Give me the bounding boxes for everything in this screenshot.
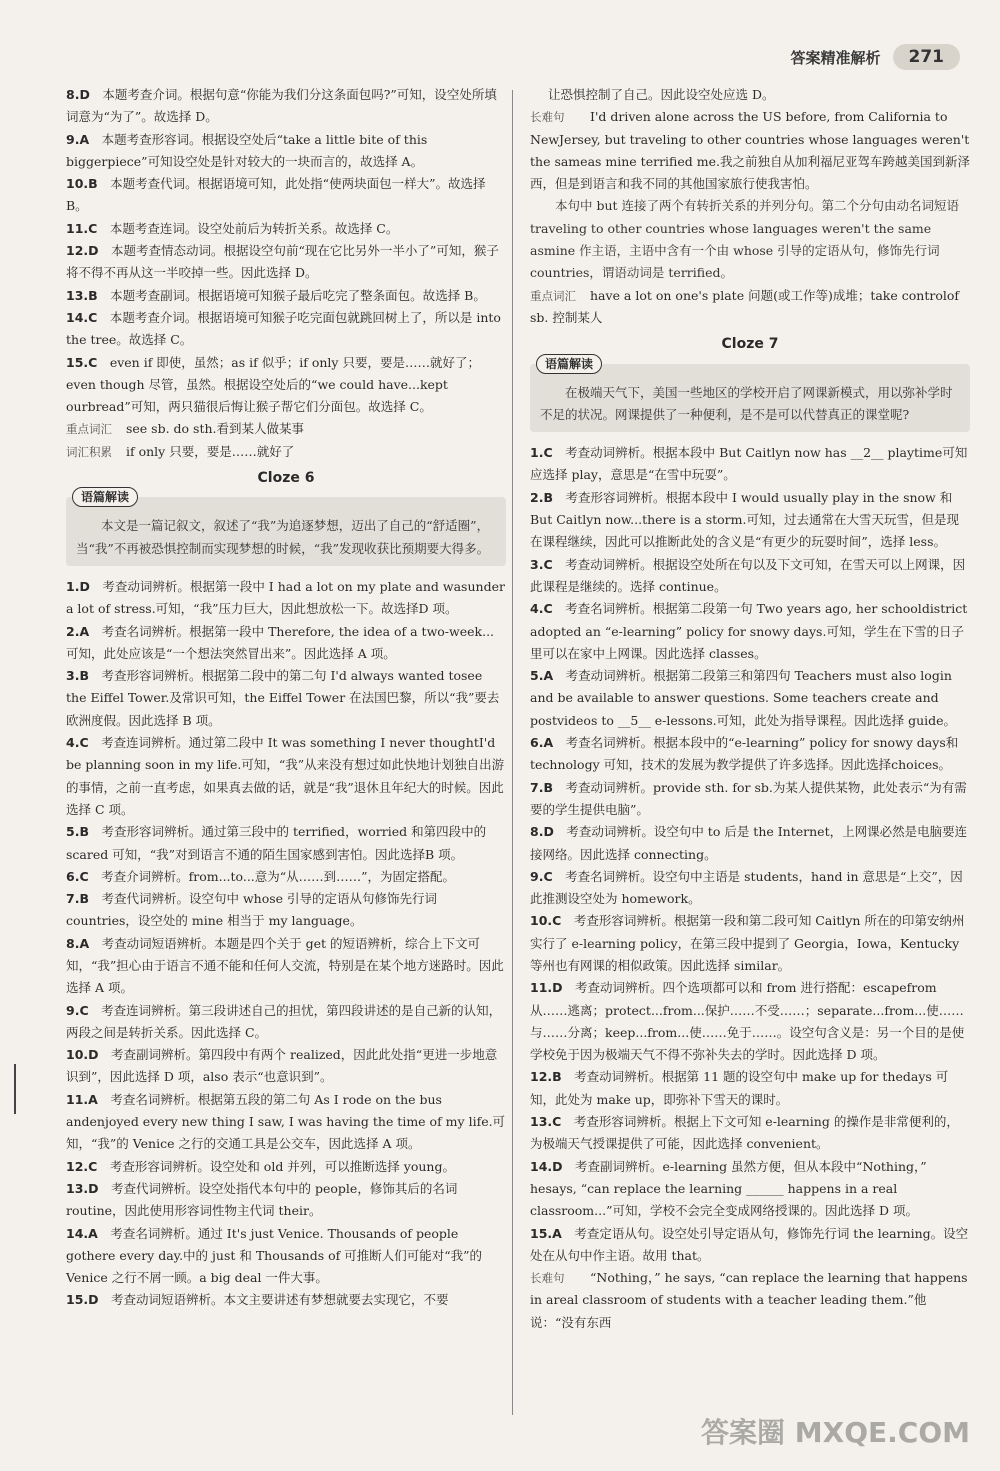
answer-number: 14.C (66, 309, 98, 325)
answer-number: 7.B (66, 891, 89, 907)
answer-explanation-line: 考查副词辨析。e-learning 虽然方便，但从本段中“Nothing，” he (530, 1158, 927, 1196)
answer-explanation-line: 故选择 B。 (66, 176, 486, 214)
answer-number: 9.C (530, 868, 553, 884)
answer-item (66, 821, 506, 866)
passage-line: 弥补学时不足的状况。网课提供了一种便利，是不是可以代替真正 (540, 384, 953, 422)
note-line: of sb. 控制某人 (530, 287, 960, 325)
answer-item (66, 1089, 506, 1156)
answer-explanation-line: 考查名词辨析。根据本段中的“e-learning” policy for snowy days (565, 735, 946, 751)
answer-explanation-line: 考查副词辨析。第四段中有两个 realized，因此此处指“更进一 (111, 1047, 460, 1063)
answer-item (66, 352, 506, 419)
note-tag: 重点词汇 (66, 422, 112, 437)
passage-line: 获比预期要大得多。 (376, 540, 490, 556)
header-title: 答案精准解析 (790, 48, 881, 67)
note-line: “Nothing，” he says, “can replace the learning that happens in a (530, 1270, 968, 1308)
margin-mark (14, 1064, 16, 1114)
vocab-note (530, 1267, 970, 1334)
answer-explanation-line: “为有需要的学生提供电脑”。 (530, 779, 967, 817)
answer-number: 1.D (66, 578, 90, 594)
vocab-note (66, 441, 506, 463)
answer-explanation-line: 考查连词辨析。通过第二段中 It was something I never thought (101, 735, 479, 751)
answer-item (66, 1178, 506, 1223)
text-line: 让恐惧控制了自己。因此设空处应选 D。 (548, 87, 775, 102)
answer-explanation-line: B 项。 (425, 846, 464, 862)
answer-explanation-line: videos to __5__ e-lessons.可知，此处为指导课程。因此选择 guide。 (556, 712, 957, 728)
answer-item (530, 554, 970, 599)
note-line: 但是到语言和我不同的其他国家旅行使我害怕。 (555, 176, 818, 192)
answer-explanation-line: routine，因此使用形容词性物主代词 their。 (66, 1203, 322, 1219)
answer-explanation-line: 考查形容词辨析。根据第一段和第二段可知 Caitlyn 所在的印 (573, 913, 915, 929)
answer-item (66, 866, 506, 888)
answer-number: 13.B (66, 287, 98, 303)
answer-explanation-line: 考查名词辨析。根据第二段第一句 Two years ago, her school (565, 601, 922, 617)
answer-number: 13.D (66, 1180, 99, 1196)
answer-item (530, 1156, 970, 1223)
passage-label: 语篇解读 (72, 487, 138, 507)
answer-explanation-line: 以是 into the tree。故选择 C。 (66, 309, 501, 348)
answer-item (530, 1223, 970, 1268)
answer-explanation-line: 考查动词辨析。provide sth. for sb.为某人提供某物，此处表示 (565, 779, 923, 795)
note-tag: 长难句 (530, 1271, 565, 1286)
answer-item (530, 821, 970, 866)
answer-explanation-line: 文可知，“我”担心由于语言不通不能和任何人交流，特别是在某个 (66, 935, 481, 973)
note-line: real classroom of students with a teacher leading them.”他说：“没有东西 (530, 1292, 927, 1330)
answer-item (66, 285, 506, 307)
answer-explanation-line: 划独自出游的事情，之前一直考虑，如果真去做的话，就是“我”退休 (66, 757, 505, 795)
answer-item (530, 910, 970, 977)
text-line: 名词短语 traveling to other countries whose languages weren't the same as (530, 198, 960, 259)
answer-number: 3.C (530, 556, 553, 572)
answer-explanation-line: 考查动词辨析。根据本段中 But Caitlyn now has __2__ playtime (565, 445, 943, 461)
right-column (530, 84, 970, 1334)
answer-explanation-line: 步地意识到”，因此选择 D 项，also 表示“也意识到”。 (66, 1047, 498, 1085)
answer-explanation-line: district adopted an “e-learning” policy for snowy days.可知，学生在下 (530, 601, 968, 639)
answer-explanation-line: enjoyed every new thing I saw, I was having the time of my life.可知， (66, 1114, 506, 1152)
answer-explanation-line: 考查动词辨析。设空句中 to 后是 the Internet，上网课必然是电脑 (566, 824, 943, 840)
answer-item (66, 218, 506, 240)
answer-number: 11.C (66, 220, 98, 236)
answer-explanation-line: under a lot of stress.可知，“我”压力巨大，因此想放松一下。故选择 (66, 578, 505, 617)
answer-explanation-line: 雪的日子里可以在家中上网课。因此选择 classes。 (530, 623, 964, 661)
answer-number: 12.D (66, 243, 99, 259)
passage-line: 的课堂呢? (852, 406, 910, 422)
section-title: Cloze 7 (721, 336, 779, 353)
answer-number: 4.C (530, 601, 553, 617)
answer-item (66, 84, 506, 129)
answer-item (530, 866, 970, 911)
answer-item (66, 888, 506, 933)
answer-explanation-line: bread”可知，两只猫很后悔让猴子帮它们分面包。故选择 C。 (87, 399, 432, 415)
note-line: as mine terrified me.我之前独自从加利福尼亚驾车跨越美国到新泽西， (530, 153, 970, 192)
answer-explanation-line: 地方迷路时。因此选择 A 项。 (66, 957, 504, 996)
answer-number: 10.D (66, 1047, 99, 1063)
answer-explanation-line: D 项。 (418, 601, 458, 617)
continued-text (530, 195, 970, 284)
answer-item (530, 598, 970, 665)
answer-number: 1.C (530, 445, 553, 461)
answer-number: 14.A (66, 1225, 98, 1241)
answer-item (66, 732, 506, 821)
answer-item (66, 665, 506, 732)
answer-explanation-line: 考查名词辨析。设空句中主语是 students，hand in 意思是“上 (565, 868, 919, 884)
vocab-note (530, 285, 970, 330)
answer-explanation-line: 本题考查介词。根据语境可知猴子吃完面包就跳回树上了，所 (109, 309, 448, 325)
answer-number: 15.A (530, 1225, 562, 1241)
answer-number: 14.D (530, 1158, 563, 1174)
answer-explanation-line: 考查介词辨析。from...to...意为“从……到……”，为固定搭配。 (101, 868, 456, 884)
answer-explanation-line: 考查动词辨析。根据第二段第三和第四句 Teachers must also log (565, 668, 940, 684)
answer-explanation-line: 考查动词辨析。四个选项都可以和 from 进行搭配：escape (575, 980, 907, 996)
answer-explanation-line: 现在课程继续，因此可以推断此处的含义是“有更少的玩耍时间”， (530, 512, 959, 550)
answer-item (530, 487, 970, 554)
answer-explanation-line: even though 尽管，虽然。根据设空处后的“we could have...kept our (66, 376, 448, 415)
answer-explanation-line: there every day.中的 just 和 Thousands of 可推断人们可能对“我”的 (81, 1247, 483, 1263)
answer-item (530, 977, 970, 1066)
column-divider (512, 90, 513, 1415)
section-title: Cloze 6 (257, 470, 315, 487)
note-tag: 重点词汇 (530, 288, 576, 303)
answer-explanation-line: 选择 B。 (435, 287, 486, 303)
answer-explanation-line: days 可知，此处为 make up，即弥补下雪天的课时。 (530, 1069, 949, 1107)
answer-item (66, 240, 506, 285)
watermark: 答案圈 MXQE.COM (701, 1416, 970, 1449)
answer-number: 6.C (66, 868, 89, 884)
answer-item (530, 665, 970, 732)
answer-explanation-line: countries，设空处的 mine 相当于 my language。 (66, 913, 363, 929)
answer-explanation-line: 考查定语从句。设空处引导定语从句，修饰先行词 the learning。 (574, 1225, 944, 1241)
answer-number: 8.D (530, 824, 554, 840)
answer-number: 9.C (66, 1002, 89, 1018)
answer-explanation-line: 可知应选择 play，意思是“在雪中玩耍”。 (530, 445, 968, 483)
answer-number: 9.A (66, 131, 90, 147)
answer-number: 8.A (66, 935, 90, 951)
answer-explanation-line: 新的认知，两段之间是转折关系。因此选择 C。 (66, 1002, 502, 1040)
passage-summary (540, 382, 960, 427)
answer-explanation-line: even if 即使，虽然；as if 似乎；if only 只要，要是……就好了； (109, 354, 480, 370)
answer-explanation-line: 和 technology 可知，技术的发展为教学提供了许多选择。因此选择 (530, 735, 959, 773)
answer-explanation-line: 空处所填词意为“为了”。故选择 D。 (66, 87, 497, 125)
answer-explanation-line: in and be available to answer questions. Some teachers create and post (530, 668, 952, 728)
answer-explanation-line: 可知，学校不会完全变成网络授课的。因此选择 D 项。 (612, 1203, 918, 1219)
answer-explanation-line: 考查名词辨析。根据第五段的第二句 As I rode on the bus and (66, 1091, 442, 1130)
answer-explanation-line: 考查动词辨析。根据设空处所在句以及下文可知，在雪天可以 (565, 556, 903, 572)
answer-number: 11.D (530, 980, 563, 996)
answer-explanation-line: 考查动词短语辨析。本题是四个关于 get 的短语辨析，综合上下 (101, 935, 455, 951)
answer-explanation-line: 要连接网络。因此选择 connecting。 (530, 824, 968, 862)
answer-number: 8.D (66, 87, 90, 102)
answer-number: 6.A (530, 735, 554, 751)
answer-item (66, 173, 506, 218)
passage-summary-box (66, 490, 506, 566)
answer-item (66, 1044, 506, 1089)
answer-explanation-line: 考查形容词辨析。根据第二段中的第二句 I'd always wanted to (101, 668, 462, 684)
answer-explanation-line: 学时。因此选择 D 项。 (755, 1047, 886, 1063)
answer-explanation-line: 利的，为极端天气授课提供了可能，因此选择 convenient。 (530, 1114, 959, 1152)
answer-number: 4.C (66, 735, 89, 751)
page-header (790, 44, 960, 70)
passage-line: 本文是一篇记叙文，叙述了“我”为追逐梦想，迈出了自己的 (101, 518, 427, 534)
answer-item (530, 442, 970, 487)
answer-explanation-line: 且年纪大的时候。因此选择 C 项。 (66, 779, 504, 817)
answer-number: 11.A (66, 1091, 98, 1107)
answer-explanation-line: 考查代词辨析。设空句中 whose 引导的定语从句修饰先行词 (101, 891, 438, 907)
answer-number: 12.C (66, 1158, 98, 1174)
passage-label: 语篇解读 (536, 354, 602, 374)
answer-item (530, 1111, 970, 1156)
answer-explanation-line: 的 scared 可知，“我”对到语言不通的陌生国家感到害怕。因此选择 (66, 824, 487, 862)
answer-number: 10.C (530, 913, 562, 929)
answer-explanation-line: 本题考查情态动词。根据设空句前“现在它比另外一半小了” (111, 243, 437, 259)
answer-explanation-line: 本题考查介词。根据句意“你能为我们分这条面包吗?”可知，设 (102, 87, 447, 102)
passage-line: “舒适圈”，当“我”不再被恐惧控制而实现梦想的时候，“我”发现收 (76, 518, 490, 556)
answer-explanation-line: 考查代词辨析。设空处指代本句中的 people，修饰其后的名词 (111, 1180, 458, 1196)
answer-item (66, 933, 506, 1000)
answer-explanation-line: see the Eiffel Tower.及常识可知，the Eiffel Tower 在法国巴黎，所以 (66, 668, 483, 706)
answer-explanation-line: from 从……逃离；protect...from...保护……不受……；separate... (530, 980, 937, 1018)
answer-explanation-line: choices。 (891, 757, 952, 773)
text-line: countries，谓语动词是 terrified。 (530, 265, 734, 281)
answer-number: 15.C (66, 354, 98, 370)
answer-explanation-line: 可知，猴子将不得不再从这一半咬掉一些。因此选择 D。 (66, 243, 499, 281)
answer-explanation-line: “我”的 Venice 之行的交通工具是公交车，因此选择 A 项。 (91, 1136, 421, 1152)
answer-explanation-line: 考查名词辨析。通过 It's just Venice. Thousands of people go (66, 1225, 459, 1263)
answer-item (66, 1000, 506, 1045)
answer-item (530, 777, 970, 822)
answer-item (530, 1066, 970, 1111)
answer-item (66, 1289, 506, 1311)
answer-number: 13.C (530, 1114, 562, 1130)
answer-explanation-line: 考查名词辨析。根据第一段中 Therefore, the idea of a two- (101, 623, 450, 639)
continued-text (548, 84, 970, 106)
answer-item (66, 1156, 506, 1178)
answer-explanation-line: 本题考查代词。根据语境可知，此处指“使两块面包一样大”。 (110, 176, 448, 192)
answer-explanation-line: 本题考查连词。设空处前后为转折关系。故选择 C。 (109, 220, 399, 236)
page-number: 271 (893, 44, 961, 70)
answer-item (530, 732, 970, 777)
answer-number: 5.A (530, 668, 554, 684)
answer-explanation-line: 上网课，因此课程是继续的。选择 continue。 (530, 556, 966, 594)
note-line: Jersey, but traveling to other countries whose languages weren't the same (530, 131, 970, 169)
answer-explanation-line: Iowa，Kentucky 等州也有网课的相似政策。因此选择 similar。 (530, 935, 960, 973)
note-tag: 长难句 (530, 110, 565, 125)
answer-number: 7.B (530, 779, 553, 795)
answer-explanation-line: from...使……与……分离；keep...from...使……免于……。设空句 (530, 1002, 964, 1040)
text-line: mine 作主语，主语中含有一个由 whose 引导的定语从句，修饰先行词 (543, 243, 940, 259)
vocab-note (66, 418, 506, 440)
answer-number: 2.B (530, 489, 553, 505)
answer-number: 15.D (66, 1292, 99, 1308)
answer-explanation-line: “我”要去欧洲度假。因此选择 B 项。 (66, 690, 500, 728)
answer-item (66, 576, 506, 621)
answer-number: 5.B (66, 824, 89, 840)
answer-explanation-line: Venice 之行不屑一顾。a big deal 一件大事。 (66, 1270, 328, 1286)
passage-summary-box (530, 356, 970, 433)
answer-explanation-line: 第安纳州实行了 e-learning policy，在第三段中提到了 Georgia， (530, 913, 965, 951)
text-line: 本句中 but 连接了两个有转折关系的并列分句。第二个分句由动 (555, 198, 910, 214)
answer-explanation-line: 考查动词辨析。根据第 11 题的设空句中 make up for the (574, 1069, 903, 1085)
answer-explanation-line: 含义是：另一个目的是使学校免于因为极端天气不得不弥补失去的 (530, 1024, 965, 1063)
answer-explanation-line: 考查形容词辨析。通过第三段中的 terrified，worried 和第四段中 (101, 824, 474, 840)
note-tag: 词汇积累 (66, 444, 112, 459)
answer-explanation-line: 设空处在从句中作主语。故用 that。 (530, 1225, 969, 1263)
answer-explanation-line: 考查形容词辨析。根据上下文可知 e-learning 的操作是非常便 (573, 1114, 922, 1130)
answer-item (66, 621, 506, 666)
answer-number: 10.B (66, 176, 98, 192)
answer-explanation-line: 选择 less。 (880, 534, 946, 550)
note-line: I'd driven alone across the US before, from California to New (530, 109, 948, 147)
answer-number: 3.B (66, 668, 89, 684)
note-text: see sb. do sth.看到某人做某事 (126, 421, 305, 437)
answer-explanation-line: 本题考查副词。根据语境可知猴子最后吃完了整条面包。故 (110, 287, 436, 303)
answer-explanation-line: 考查形容词辨析。设空处和 old 并列，可以推断选择 young。 (109, 1158, 455, 1174)
answer-explanation-line: But Caitlyn now...there is a storm.可知，过去通常在大雪天玩雪，但是 (530, 512, 947, 528)
note-text: if only 只要，要是……就好了 (126, 443, 295, 459)
passage-summary (76, 515, 496, 560)
passage-line: 在极端天气下，美国一些地区的学校开启了网课新模式，用以 (565, 384, 903, 400)
answer-explanation-line: 考查动词短语辨析。本文主要讲述有梦想就要去实现它，不要 (111, 1292, 449, 1308)
vocab-note (530, 106, 970, 195)
answer-explanation-line: week...可知，此处应该是“一个想法突然冒出来”。因此选择 A 项。 (66, 623, 495, 661)
answer-explanation-line: says, “can replace the learning ______ happens in a real classroom...” (530, 1180, 898, 1219)
answer-number: 12.B (530, 1069, 562, 1085)
answer-explanation-line: 考查形容词辨析。根据本段中 I would usually play in the snow 和 (565, 489, 953, 505)
answer-explanation-line: I'd be planning soon in my life.可知，“我”从来没有想过如此快地计 (66, 735, 496, 773)
answer-item (66, 129, 506, 174)
answer-item (66, 1223, 506, 1290)
answer-number: 2.A (66, 623, 90, 639)
note-line: have a lot on one's plate 问题(或工作等)成堆；take control (590, 287, 947, 303)
answer-explanation-line: piece”可知设空处是针对较大的一块而言的，故选择 A。 (107, 153, 424, 169)
answer-explanation-line: 考查连词辨析。第三段讲述自己的担忧，第四段讲述的是自己 (101, 1002, 439, 1018)
answer-explanation-line: 交”，因此推测设空处为 homework。 (530, 868, 963, 907)
answer-explanation-line: 考查动词辨析。根据第一段中 I had a lot on my plate and was (102, 578, 468, 594)
answer-item (66, 307, 506, 352)
answer-explanation-line: 本题考查形容词。根据设空处后“take a little bite of this bigger (66, 131, 428, 169)
left-column (66, 84, 506, 1312)
